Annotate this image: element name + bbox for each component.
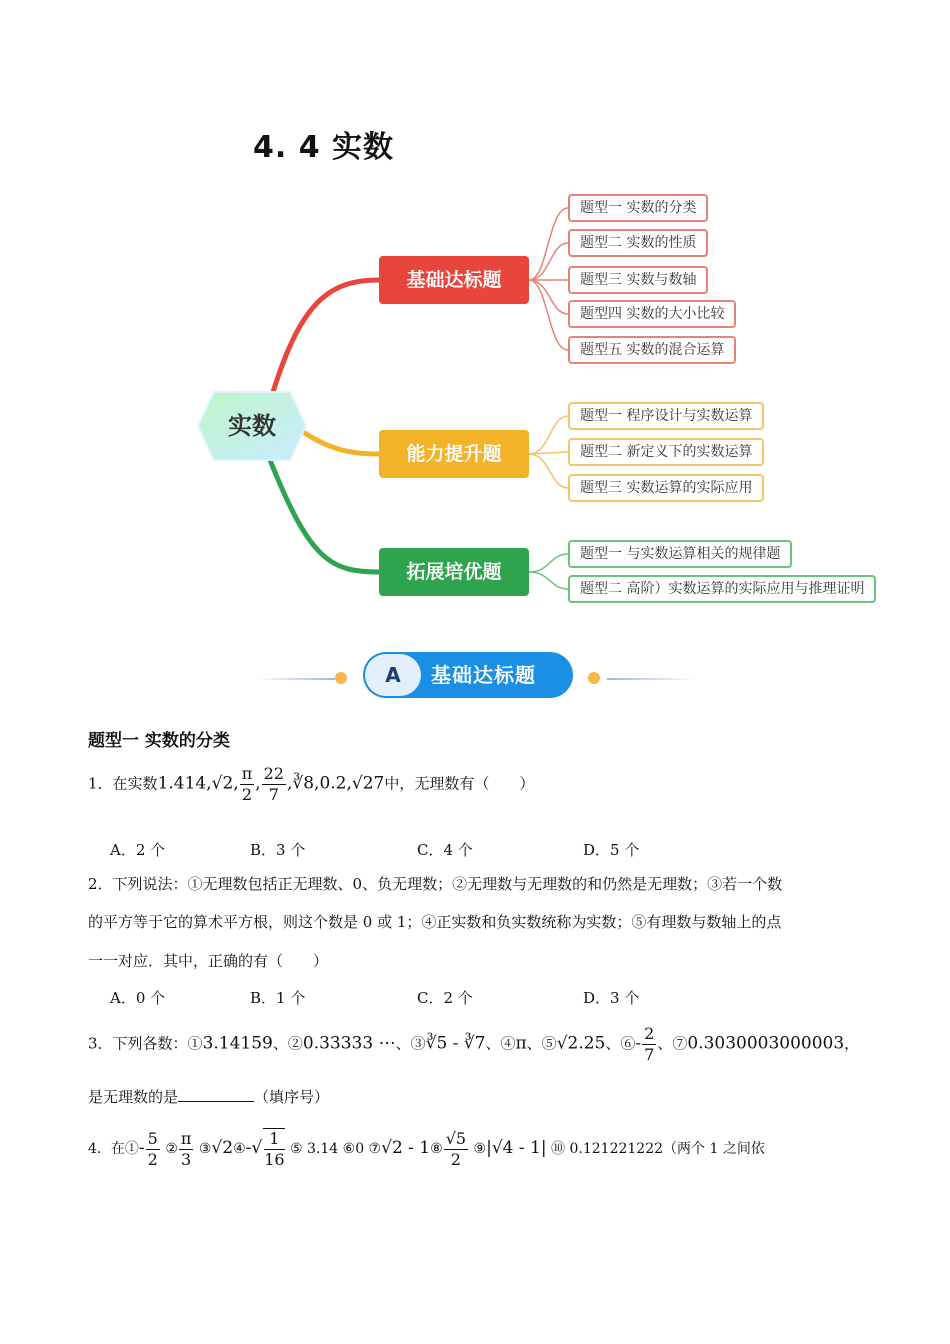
connector-red bbox=[270, 280, 379, 402]
q3-line2-suffix: （填序号） bbox=[254, 1088, 330, 1106]
banner-line-left bbox=[255, 678, 335, 680]
connector-green bbox=[270, 460, 379, 572]
leaf-basic-1: 题型一 实数的分类 bbox=[568, 194, 708, 222]
q4-item-8-den: 2 bbox=[450, 1149, 461, 1169]
mind-map bbox=[0, 180, 950, 620]
q3-item-3: ∛5 - ∛7 bbox=[425, 1033, 486, 1054]
leaf-ability-1: 题型一 程序设计与实数运算 bbox=[568, 402, 764, 430]
q1-fraction-1 bbox=[240, 764, 255, 805]
q3-answer-blank[interactable] bbox=[178, 1086, 254, 1102]
q1-option-d: D．5 个 bbox=[583, 841, 640, 859]
q4-tail: ⑩ 0.121221222（两个 1 之间依 bbox=[551, 1141, 765, 1157]
q4-item-7: √2 - 1 bbox=[381, 1138, 431, 1158]
q1-number: 1． bbox=[88, 774, 113, 793]
q1-value-1: 1.414 bbox=[157, 773, 207, 794]
q1-fraction-1-den: 2 bbox=[241, 785, 253, 804]
q1-value-2: √2 bbox=[211, 773, 234, 794]
leaf-basic-4: 题型四 实数的大小比较 bbox=[568, 300, 736, 328]
banner-line-right bbox=[607, 678, 697, 680]
banner-letter-badge: A bbox=[365, 654, 421, 696]
question-3-line-1: 3．下列各数：①3.14159、②0.33333 ⋯、③∛5 - ∛7、④π、⑤√2.25、⑥- $\frac{2}{7}$ 、⑦0.3030003000003， bbox=[88, 1024, 860, 1064]
q3-item-5: √2.25 bbox=[556, 1033, 606, 1054]
q3-number: 3． bbox=[88, 1034, 113, 1053]
connectors-yellow-leaves bbox=[529, 416, 568, 488]
q4-item-4-den: 16 bbox=[264, 1150, 285, 1169]
q3-item-2: 0.33333 ⋯ bbox=[302, 1033, 396, 1054]
q3-item-6 bbox=[642, 1024, 656, 1065]
q4-item-1 bbox=[146, 1129, 160, 1170]
q2-option-b: B．1 个 bbox=[250, 989, 306, 1007]
question-2-line-1 bbox=[88, 873, 782, 894]
connectors-red-leaves bbox=[529, 208, 568, 350]
q4-labels-5-7: ⑤ 3.14 ⑥0 ⑦ bbox=[290, 1141, 382, 1157]
q2-option-d: D．3 个 bbox=[583, 989, 640, 1007]
q2-number: 2． bbox=[88, 875, 113, 893]
leaf-extension-1: 题型一 与实数运算相关的规律题 bbox=[568, 540, 792, 568]
q3-sep-5: 、⑥ bbox=[605, 1034, 636, 1053]
q4-item-1-den: 2 bbox=[147, 1149, 158, 1169]
q1-suffix: 中，无理数有（ ） bbox=[384, 774, 535, 793]
q4-item-3: √2 bbox=[211, 1138, 234, 1158]
q4-label-9: ⑨ bbox=[473, 1141, 487, 1157]
leaf-basic-3: 题型三 实数与数轴 bbox=[568, 266, 708, 294]
q3-item-6-num: 2 bbox=[644, 1024, 655, 1043]
branch-ability: 能力提升题 bbox=[379, 430, 529, 478]
q3-item-6-den: 7 bbox=[644, 1045, 655, 1064]
question-2-line-3: 一一对应．其中，正确的有（ ） bbox=[88, 952, 329, 970]
section-banner bbox=[255, 650, 695, 700]
q3-item-1: 3.14159 bbox=[202, 1033, 273, 1054]
q1-value-4: 0.2 bbox=[319, 773, 347, 794]
banner-title: 基础达标题 bbox=[431, 663, 536, 687]
q1-value-5: √27 bbox=[351, 773, 385, 794]
q4-label-3: ③ bbox=[198, 1141, 212, 1157]
q1-fraction-1-num: π bbox=[241, 764, 253, 783]
q1-prefix: 在实数 bbox=[112, 774, 158, 793]
q1-fraction-2-den: 7 bbox=[268, 785, 279, 804]
leaf-ability-3: 题型三 实数运算的实际应用 bbox=[568, 474, 764, 502]
q4-item-9: √4 - 1 bbox=[491, 1138, 541, 1158]
q4-item-4 bbox=[263, 1128, 284, 1170]
q4-item-2 bbox=[179, 1129, 194, 1170]
connector-yellow bbox=[300, 430, 379, 454]
q4-label-4: ④ bbox=[233, 1141, 246, 1157]
leaf-ability-2: 题型二 新定义下的实数运算 bbox=[568, 438, 764, 466]
q1-value-3: ∛8 bbox=[292, 773, 315, 794]
q3-item-7: 0.3030003000003 bbox=[687, 1033, 845, 1054]
leaf-basic-2: 题型二 实数的性质 bbox=[568, 229, 708, 257]
q2-option-a: A．0 个 bbox=[110, 989, 166, 1007]
section-heading: 题型一 实数的分类 bbox=[88, 731, 230, 751]
q4-item-1-num: 5 bbox=[147, 1128, 158, 1148]
q4-prefix: 在① bbox=[110, 1141, 139, 1157]
q1-option-b: B．3 个 bbox=[250, 841, 306, 859]
q3-sep-6: 、⑦ bbox=[657, 1034, 688, 1053]
q1-fraction-2-num: 22 bbox=[263, 764, 284, 783]
q4-label-8: ⑧ bbox=[430, 1141, 443, 1157]
q4-item-4-num: 1 bbox=[264, 1129, 284, 1150]
q3-item-4: π bbox=[515, 1033, 527, 1054]
q3-sep-3: 、④ bbox=[485, 1034, 516, 1053]
q3-prefix: 下列各数：① bbox=[112, 1034, 203, 1053]
q4-label-2: ② bbox=[165, 1141, 178, 1157]
leaf-extension-2: 题型二 高阶）实数运算的实际应用与推理证明 bbox=[568, 575, 876, 603]
q2-option-c: C．2 个 bbox=[417, 989, 473, 1007]
q4-item-2-num: π bbox=[180, 1128, 192, 1148]
q4-number: 4． bbox=[88, 1141, 111, 1157]
q2-text-1: 下列说法：①无理数包括正无理数、0、负无理数；②无理数与无理数的和仍然是无理数；③若一个数 bbox=[112, 875, 783, 893]
branch-extension: 拓展培优题 bbox=[379, 548, 529, 596]
mind-map-center-label: 实数 bbox=[228, 412, 276, 440]
q3-sep-1: 、② bbox=[272, 1034, 303, 1053]
leaf-basic-5: 题型五 实数的混合运算 bbox=[568, 336, 736, 364]
question-2-line-2: 的平方等于它的算术平方根，则这个数是 0 或 1；④正实数和负实数统称为实数；⑤有理数与数轴上的点 bbox=[88, 913, 782, 931]
banner-dot-right bbox=[588, 672, 600, 684]
question-4: 4．在①- $\frac{5}{2}$ ② $\frac{\pi}{3}$ ③√2④-√ $\frac{1}{16}$ ⑤ 3.14 ⑥0 ⑦√2 - 1⑧ $\frac{√5}{2}$ ⑨|√4 - 1| ⑩ 0.121221222（两个 1 之间依 bbox=[88, 1128, 765, 1169]
q3-sep-4: 、⑤ bbox=[526, 1034, 557, 1053]
q3-sep-2: 、③ bbox=[395, 1034, 426, 1053]
q3-sep-7: ， bbox=[844, 1034, 860, 1053]
q1-fraction-2 bbox=[262, 764, 286, 805]
q4-item-8-num: √5 bbox=[445, 1128, 467, 1148]
mind-map-center-node bbox=[196, 390, 308, 462]
q4-item-8 bbox=[444, 1129, 468, 1170]
q1-option-a: A．2 个 bbox=[110, 841, 166, 859]
q4-item-2-den: 3 bbox=[181, 1149, 192, 1169]
connectors-green-leaves bbox=[529, 554, 568, 589]
q3-line2-prefix: 是无理数的是 bbox=[88, 1088, 179, 1106]
branch-basic: 基础达标题 bbox=[379, 256, 529, 304]
q1-option-c: C．4 个 bbox=[417, 841, 473, 859]
question-3-line-2 bbox=[88, 1086, 329, 1107]
document-title: 4. 4 实数 bbox=[253, 130, 395, 165]
question-1: 1．在实数1.414,√2, $\frac{\pi}{2}$ , $\frac{22}{7}$ ,∛8,0.2,√27中，无理数有（ ） bbox=[88, 764, 535, 804]
banner-dot-left bbox=[335, 672, 347, 684]
